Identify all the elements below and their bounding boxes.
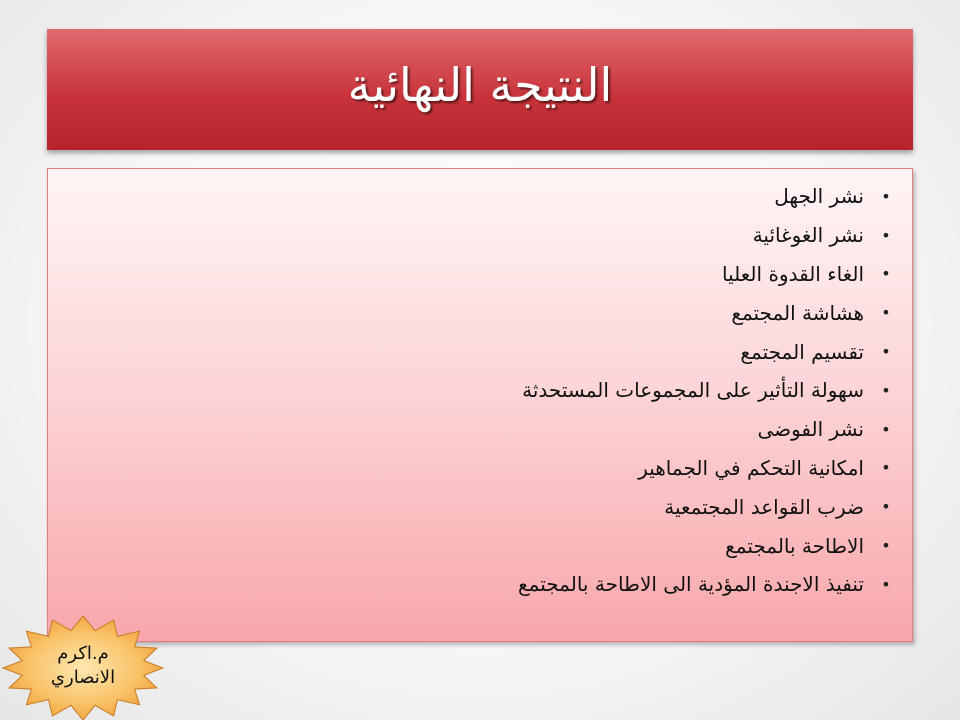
title-bar bbox=[47, 29, 913, 150]
list-item bbox=[46, 293, 912, 332]
bullet-text: تقسيم المجتمع bbox=[740, 339, 864, 364]
list-item bbox=[46, 216, 912, 255]
bullet-text: تنفيذ الاجندة المؤدية الى الاطاحة بالمجتمع bbox=[518, 572, 864, 597]
bullet-text: هشاشة المجتمع bbox=[731, 300, 864, 325]
bullet-text: امكانية التحكم في الجماهير bbox=[638, 455, 864, 480]
bullet-icon: • bbox=[881, 419, 891, 439]
bullet-text: سهولة التأثير على المجموعات المستحدثة bbox=[522, 378, 864, 403]
bullet-text: ضرب القواعد المجتمعية bbox=[664, 494, 864, 519]
bullet-icon: • bbox=[881, 264, 891, 284]
list-item bbox=[46, 526, 912, 565]
author-badge bbox=[0, 612, 166, 720]
list-item bbox=[46, 332, 912, 371]
bullet-icon: • bbox=[881, 458, 891, 478]
list-item bbox=[46, 177, 912, 216]
bullet-list bbox=[46, 177, 912, 604]
bullet-icon: • bbox=[881, 497, 891, 517]
list-item bbox=[46, 410, 912, 449]
bullet-icon: • bbox=[881, 574, 891, 594]
bullet-icon: • bbox=[881, 303, 891, 323]
bullet-text: الاطاحة بالمجتمع bbox=[725, 533, 864, 558]
list-item bbox=[46, 487, 912, 526]
list-item bbox=[46, 449, 912, 488]
slide-title: النتيجة النهائية bbox=[347, 57, 613, 112]
bullet-text: نشر الفوضى bbox=[757, 417, 864, 442]
bullet-icon: • bbox=[881, 225, 891, 245]
bullet-text: نشر الغوغائية bbox=[752, 223, 864, 248]
bullet-icon: • bbox=[881, 536, 891, 556]
list-item bbox=[46, 565, 912, 604]
content-box bbox=[47, 168, 913, 642]
bullet-text: الغاء القدوة العليا bbox=[722, 261, 864, 286]
bullet-icon: • bbox=[881, 186, 891, 206]
list-item bbox=[46, 371, 912, 410]
badge-line-1: م.اكرم bbox=[57, 643, 109, 664]
bullet-icon: • bbox=[881, 342, 891, 362]
bullet-text: نشر الجهل bbox=[774, 184, 864, 209]
badge-text bbox=[0, 612, 166, 720]
bullet-icon: • bbox=[881, 380, 891, 400]
list-item bbox=[46, 255, 912, 294]
badge-line-2: الانصاري bbox=[50, 667, 116, 688]
